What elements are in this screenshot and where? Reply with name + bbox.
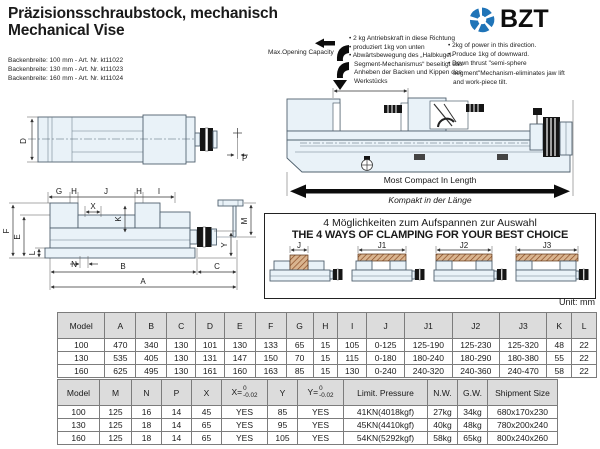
clamp-label: J3 xyxy=(542,242,552,250)
table-cell: 14 xyxy=(162,419,192,432)
table-cell: 125-320 xyxy=(500,339,547,352)
clamp-title-german: 4 Möglichkeiten zum Aufspannen zur Auswahl xyxy=(323,217,537,229)
table-cell: 101 xyxy=(196,339,225,352)
column-header: Model xyxy=(58,380,100,406)
table-cell: 105 xyxy=(338,339,367,352)
table-row xyxy=(58,406,558,419)
table-cell: 22 xyxy=(572,339,597,352)
column-header: Model xyxy=(58,313,105,339)
table-cell: 14 xyxy=(162,406,192,419)
clamp-label: J2 xyxy=(459,242,469,250)
table-cell: 22 xyxy=(572,365,597,378)
column-header: E xyxy=(224,313,255,339)
column-header: Shipment Size xyxy=(488,380,558,406)
note-line: • 2kg of power in this direction. xyxy=(448,42,537,49)
column-header: G xyxy=(286,313,313,339)
column-header: L xyxy=(572,313,597,339)
table-row xyxy=(58,339,597,352)
column-header: K xyxy=(547,313,572,339)
table-cell: YES xyxy=(222,432,268,445)
dim-label-Y: Y xyxy=(220,242,229,248)
table-cell: 15 xyxy=(313,365,338,378)
table-cell: 625 xyxy=(105,365,136,378)
clamp-label: J1 xyxy=(377,242,387,250)
table-cell: 133 xyxy=(255,339,286,352)
table-header-row xyxy=(58,313,597,339)
variant-line: Backenbreite: 100 mm - Art. Nr. kt11022 xyxy=(8,57,124,64)
table-cell: 161 xyxy=(196,365,225,378)
column-header: Y xyxy=(268,380,298,406)
table-cell: 48kg xyxy=(458,419,488,432)
note-line: • Abwärtsbewegung des „Halbkugel-Segment-Mechanismus“ beseitigt das Anheben der Backen und Kippen des Werkstücks xyxy=(349,52,463,85)
clamp-label: J xyxy=(297,242,301,250)
column-header: J1 xyxy=(405,313,452,339)
annotation-icons xyxy=(315,39,349,91)
table-row xyxy=(58,419,558,432)
table-cell: 470 xyxy=(105,339,136,352)
dim-label-H: H xyxy=(71,187,77,196)
table-cell: 131 xyxy=(196,352,225,365)
dim-label-D: D xyxy=(19,138,28,144)
vise-side-view-drawing xyxy=(2,187,256,290)
dim-label-B: B xyxy=(120,262,126,271)
dim-label-F: F xyxy=(2,228,11,234)
title-german: Präzisionsschraubstock, mechanisch xyxy=(8,5,278,22)
clamp-diagram-j2 xyxy=(432,242,510,288)
table-cell: 0-125 xyxy=(367,339,405,352)
table-cell: YES xyxy=(222,406,268,419)
variant-line: Backenbreite: 130 mm - Art. Nr. kt11023 xyxy=(8,66,124,73)
dim-label-G: G xyxy=(55,187,63,196)
table-cell: 18 xyxy=(132,419,162,432)
table-cell: 680x170x230 xyxy=(488,406,558,419)
table-cell: 34kg xyxy=(458,406,488,419)
table-cell: 0-180 xyxy=(367,352,405,365)
table-cell: YES xyxy=(298,406,344,419)
table-cell: 495 xyxy=(136,365,167,378)
clamp-diagram-j xyxy=(268,242,346,288)
table-cell: 95 xyxy=(268,419,298,432)
table-cell: 41KN(4018kgf) xyxy=(344,406,428,419)
table-cell: 65 xyxy=(192,432,222,445)
table-cell: 125 xyxy=(100,406,132,419)
table-cell: 180-240 xyxy=(405,352,452,365)
clamp-title-english: THE 4 WAYS OF CLAMPING FOR YOUR BEST CHOICE xyxy=(291,229,569,241)
column-header: M xyxy=(100,380,132,406)
table-cell: 15 xyxy=(313,339,338,352)
table-cell: 130 xyxy=(167,352,196,365)
dim-label-I: I xyxy=(157,187,161,196)
table-cell: 54KN(5292kgf) xyxy=(344,432,428,445)
column-header: J2 xyxy=(452,313,499,339)
table-cell: YES xyxy=(298,419,344,432)
table-cell: 105 xyxy=(268,432,298,445)
page-title xyxy=(8,5,278,39)
table-cell: 65kg xyxy=(458,432,488,445)
table-cell: 147 xyxy=(224,352,255,365)
table-cell: 45KN(4410kgf) xyxy=(344,419,428,432)
table-row xyxy=(58,352,597,365)
dim-label-M: M xyxy=(240,217,249,225)
table-cell: 45 xyxy=(192,406,222,419)
table-cell: 40kg xyxy=(428,419,458,432)
table-cell: 160 xyxy=(224,365,255,378)
table-cell: 65 xyxy=(192,419,222,432)
table-cell: 180-380 xyxy=(500,352,547,365)
table-cell: 150 xyxy=(255,352,286,365)
table-cell: 85 xyxy=(268,406,298,419)
table-cell: 14 xyxy=(162,432,192,445)
note-line: • Produce 1kg of downward. xyxy=(448,51,530,59)
table-cell: 27kg xyxy=(428,406,458,419)
table-cell: 22 xyxy=(572,352,597,365)
column-header: J3 xyxy=(500,313,547,339)
column-header: A xyxy=(105,313,136,339)
table-cell: 58 xyxy=(547,365,572,378)
dimensions-table xyxy=(57,312,597,378)
unit-label: Unit: mm xyxy=(559,297,595,307)
table-header-row xyxy=(58,380,558,406)
dim-label-E: E xyxy=(13,234,22,240)
table-cell: 125-230 xyxy=(452,339,499,352)
direction-arrow-icon xyxy=(315,39,335,49)
english-notes xyxy=(448,41,576,87)
brand-logo xyxy=(468,5,549,34)
dim-label-L: L xyxy=(28,250,37,256)
compact-length-label-de: Kompakt in der Länge xyxy=(388,195,472,205)
table-cell: 55 xyxy=(547,352,572,365)
table-cell: 115 xyxy=(338,352,367,365)
table-cell: 85 xyxy=(286,365,313,378)
clamp-diagram-j3 xyxy=(514,242,592,288)
brand-name: BZT xyxy=(500,5,549,33)
note-line: • 2 kg Antriebskraft in diese Richtung xyxy=(349,35,455,42)
table-cell: 70 xyxy=(286,352,313,365)
table-cell: YES xyxy=(298,432,344,445)
column-header: Limit. Pressure xyxy=(344,380,428,406)
table-cell: 15 xyxy=(313,352,338,365)
table-cell: YES xyxy=(222,419,268,432)
note-line: • Down thrust "semi-sphere segment"Mechanism-eliminates jaw lift and work-piece tilt. xyxy=(448,60,565,86)
column-header: I xyxy=(338,313,367,339)
table-cell: 16 xyxy=(132,406,162,419)
column-header: J xyxy=(367,313,405,339)
max-opening-label: Max.Opening Capacity xyxy=(268,49,334,56)
aperture-icon xyxy=(468,6,496,34)
dim-label-N: N xyxy=(71,260,77,269)
dim-label-X: X xyxy=(90,202,96,211)
table-cell: 340 xyxy=(136,339,167,352)
down-triangle-icon xyxy=(333,80,347,90)
dim-label-H2: H xyxy=(136,187,142,196)
table-cell: 240-470 xyxy=(500,365,547,378)
dim-label-J: J xyxy=(104,187,108,196)
table-cell: 100 xyxy=(58,339,105,352)
table-row xyxy=(58,432,558,445)
table-cell: 58kg xyxy=(428,432,458,445)
column-header: Y= 0 -0.02 xyxy=(298,380,344,406)
table-cell: 535 xyxy=(105,352,136,365)
table-cell: 780x200x240 xyxy=(488,419,558,432)
table-cell: 405 xyxy=(136,352,167,365)
table-cell: 65 xyxy=(286,339,313,352)
table-cell: 160 xyxy=(58,365,105,378)
title-english: Mechanical Vise xyxy=(8,22,125,39)
clamp-diagram-j1 xyxy=(350,242,428,288)
dim-label-K: K xyxy=(114,216,123,222)
table-cell: 160 xyxy=(58,432,100,445)
clamp-diagrams-row xyxy=(265,241,595,288)
column-header: F xyxy=(255,313,286,339)
column-header: D xyxy=(196,313,225,339)
table-cell: 130 xyxy=(167,339,196,352)
table-cell: 125 xyxy=(100,419,132,432)
table-cell: 100 xyxy=(58,406,100,419)
column-header: N.W. xyxy=(428,380,458,406)
variant-line: Backenbreite: 160 mm - Art. Nr. kt11024 xyxy=(8,75,124,82)
column-header: H xyxy=(313,313,338,339)
table-cell: 130 xyxy=(58,352,105,365)
table-row xyxy=(58,365,597,378)
compact-length-label-en: Most Compact In Length xyxy=(383,175,477,185)
segment-icon xyxy=(337,45,349,61)
dim-label-C: C xyxy=(214,262,220,271)
table-cell: 130 xyxy=(338,365,367,378)
table-cell: 0-240 xyxy=(367,365,405,378)
column-header: B xyxy=(136,313,167,339)
table-cell: 130 xyxy=(58,419,100,432)
column-header: N xyxy=(132,380,162,406)
column-header: P xyxy=(162,380,192,406)
table-cell: 163 xyxy=(255,365,286,378)
dim-label-P: P xyxy=(242,154,248,163)
column-header: G.W. xyxy=(458,380,488,406)
table-cell: 180-290 xyxy=(452,352,499,365)
table-cell: 240-320 xyxy=(405,365,452,378)
table-cell: 130 xyxy=(167,365,196,378)
table-cell: 125 xyxy=(100,432,132,445)
table-cell: 125-190 xyxy=(405,339,452,352)
clamping-options-box xyxy=(264,213,596,299)
table-cell: 18 xyxy=(132,432,162,445)
dim-label-A: A xyxy=(140,277,146,286)
table-cell: 48 xyxy=(547,339,572,352)
vise-top-view-drawing xyxy=(19,115,248,164)
column-header: C xyxy=(167,313,196,339)
table-cell: 800x240x260 xyxy=(488,432,558,445)
column-header: X= 0 -0.02 xyxy=(222,380,268,406)
table-cell: 130 xyxy=(224,339,255,352)
article-variants xyxy=(8,56,123,83)
table-cell: 240-360 xyxy=(452,365,499,378)
segment-icon xyxy=(337,62,349,78)
note-line: • produziert 1kg von unten xyxy=(349,43,425,51)
specs-table xyxy=(57,379,558,445)
column-header: X xyxy=(192,380,222,406)
